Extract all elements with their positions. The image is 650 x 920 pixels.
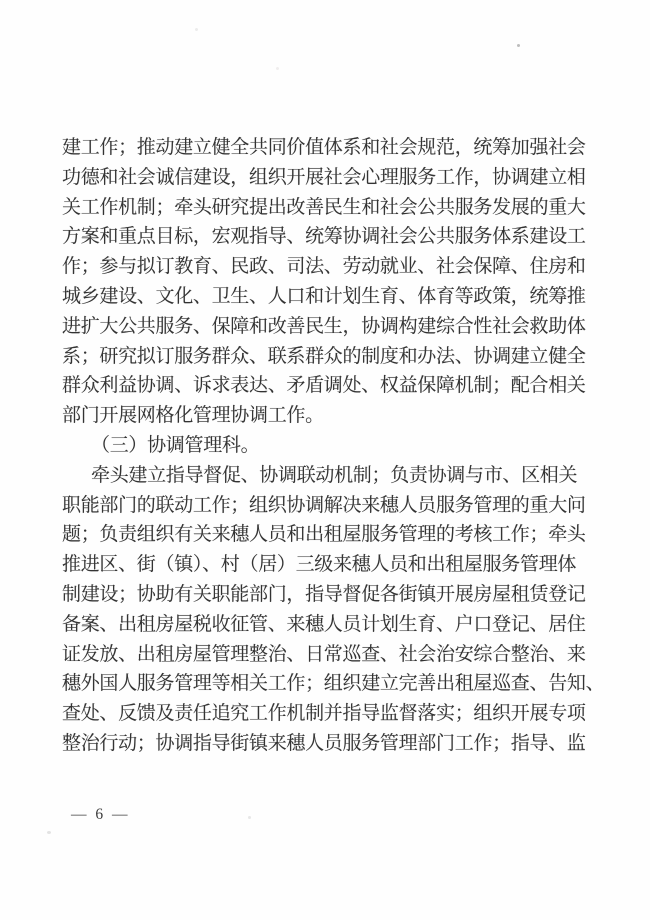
- text-line: 证发放、出租房屋管理整治、日常巡查、社会治安综合整治、来: [62, 643, 586, 665]
- scan-speck: [248, 816, 251, 819]
- text-line: 群众利益协调、诉求表达、矛盾调处、权益保障机制；配合相关: [62, 375, 586, 397]
- text-line: 制建设；协助有关职能部门，指导督促各街镇开展房屋租赁登记: [62, 583, 586, 605]
- text-line: 建工作；推动建立健全共同价值体系和社会规范，统筹加强社会: [62, 137, 586, 158]
- scan-speck: [195, 28, 198, 31]
- text-line: 关工作机制；牵头研究提出改善民生和社会公共服务发展的重大: [62, 196, 586, 218]
- text-line: 部门开展网格化管理协调工作。: [62, 405, 324, 427]
- text-line: 整治行动；协调指导街镇来穗人员服务管理部门工作；指导、监: [62, 732, 586, 754]
- text-line: 备案、出租房屋税收征管、来穗人员计划生育、户口登记、居住: [62, 613, 586, 635]
- text-line: 系；研究拟订服务群众、联系群众的制度和办法、协调建立健全: [62, 345, 586, 367]
- text-line: 推进区、街（镇）、村（居）三级来穗人员和出租屋服务管理体: [62, 554, 577, 576]
- text-line: 方案和重点目标，宏观指导、统筹协调社会公共服务体系建设工: [62, 226, 586, 248]
- page-number: — 6 —: [71, 806, 130, 823]
- text-line: 查处、反馈及责任追究工作机制并指导监督落实；组织开展专项: [62, 703, 586, 725]
- text-line: 穗外国人服务管理等相关工作；组织建立完善出租屋巡查、告知、: [62, 673, 605, 695]
- text-line: 作；参与拟订教育、民政、司法、劳动就业、社会保障、住房和: [62, 256, 586, 278]
- text-line: 职能部门的联动工作；组织协调解决来穗人员服务管理的重大问: [62, 494, 586, 516]
- scan-speck: [47, 831, 51, 834]
- document-body-text: [62, 133, 605, 759]
- scan-speck: [276, 67, 279, 70]
- text-line: 题；负责组织有关来穗人员和出租屋服务管理的考核工作；牵头: [62, 524, 586, 546]
- text-line: 牵头建立指导督促、协调联动机制；负责协调与市、区相关: [91, 464, 578, 486]
- text-line: 功德和社会诚信建设，组织开展社会心理服务工作，协调建立相: [62, 166, 586, 188]
- section-heading-line: （三）协调管理科。: [91, 434, 260, 456]
- text-line: 进扩大公共服务、保障和改善民生，协调构建综合性社会救助体: [62, 315, 586, 337]
- text-line: 城乡建设、文化、卫生、人口和计划生育、体育等政策，统筹推: [62, 285, 586, 307]
- scan-speck: [517, 44, 520, 47]
